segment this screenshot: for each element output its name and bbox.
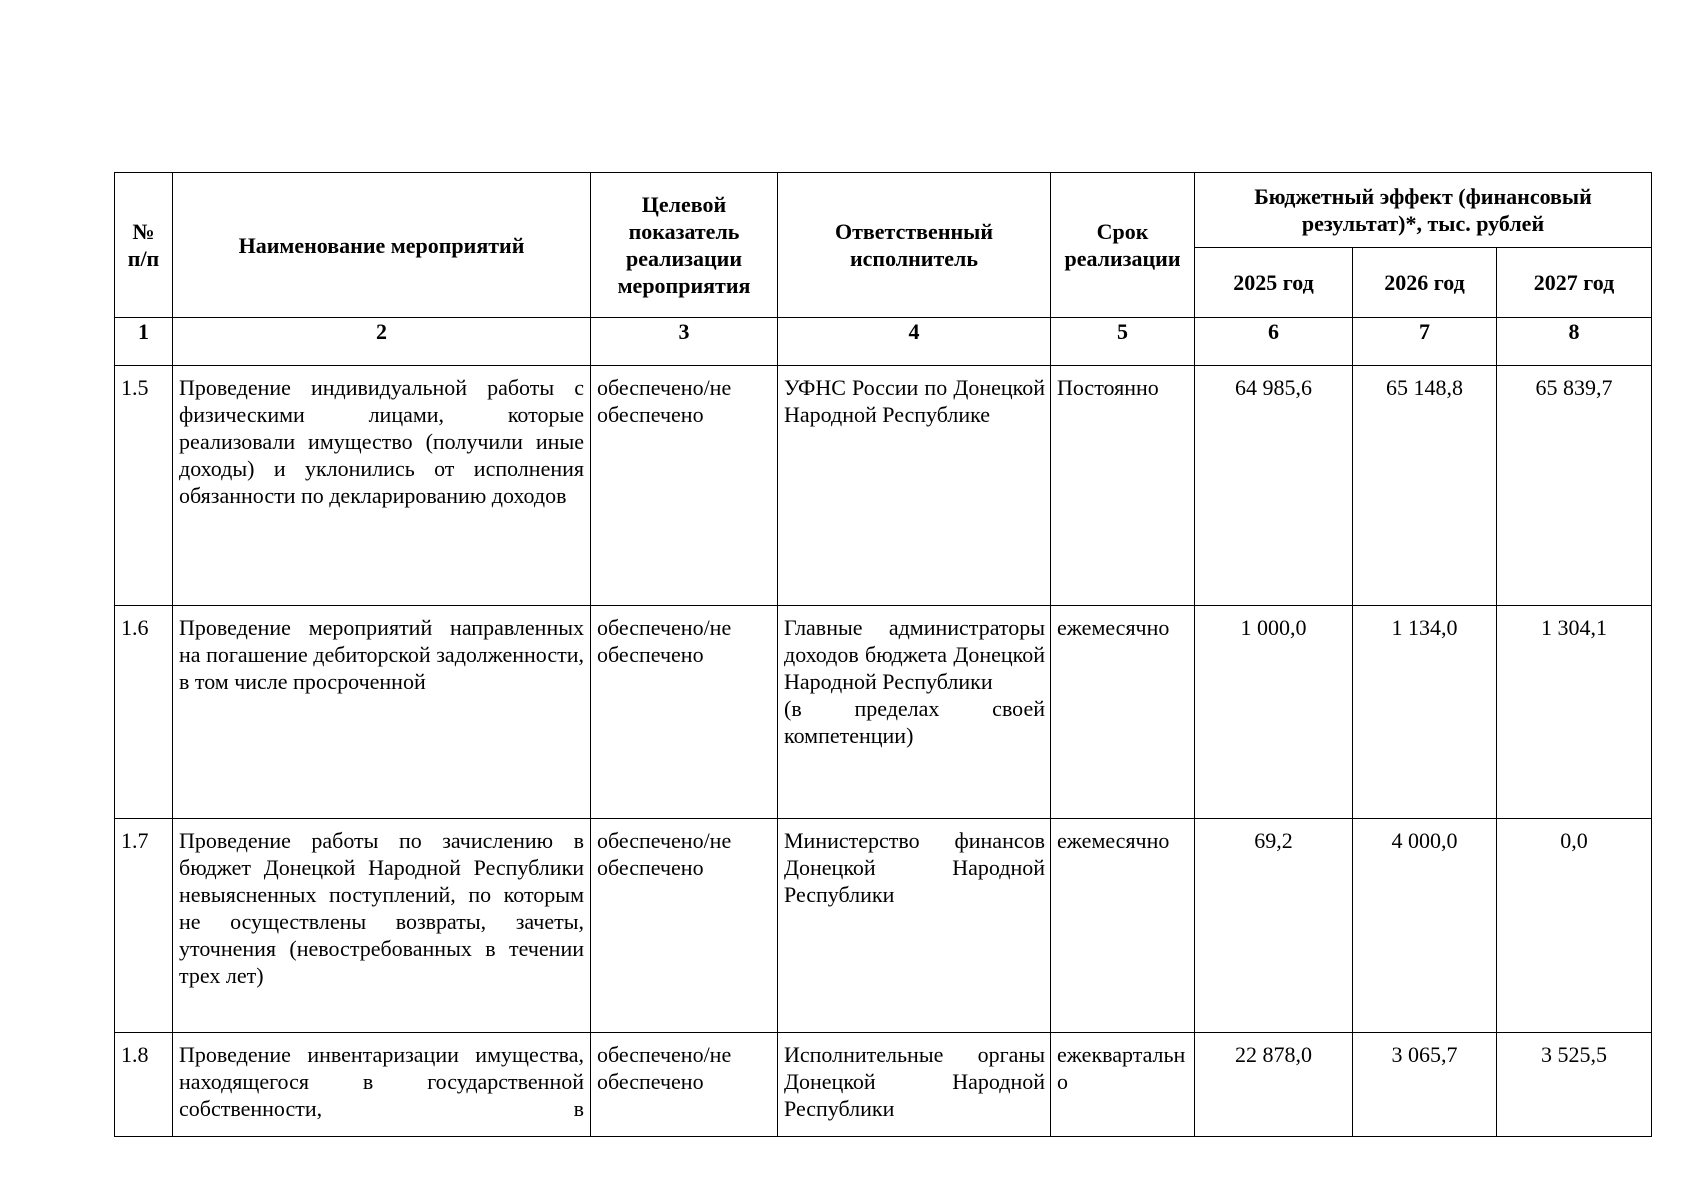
effect-2025: 64 985,6 — [1195, 366, 1353, 606]
responsible-executor: Исполнительные органы Донецкой Народной Республики — [778, 1033, 1051, 1137]
target-indicator: обеспечено/не обеспечено — [591, 819, 778, 1033]
header-budget-effect: Бюджетный эффект (финансовый результат)*, тыс. рублей — [1195, 173, 1652, 248]
target-indicator: обеспечено/не обеспечено — [591, 1033, 778, 1137]
effect-2026: 1 134,0 — [1353, 606, 1497, 819]
header-term: Срок реализации — [1051, 173, 1195, 318]
header-name: Наименование мероприятий — [173, 173, 591, 318]
header-row — [115, 173, 1652, 248]
table-row — [115, 1033, 1652, 1137]
measures-table — [114, 172, 1652, 1137]
header-year-2025: 2025 год — [1195, 248, 1353, 318]
column-number: 4 — [778, 318, 1051, 366]
target-indicator: обеспечено/не обеспечено — [591, 366, 778, 606]
column-number: 5 — [1051, 318, 1195, 366]
column-number: 1 — [115, 318, 173, 366]
table-row — [115, 606, 1652, 819]
effect-2027: 1 304,1 — [1497, 606, 1652, 819]
target-indicator: обеспечено/не обеспечено — [591, 606, 778, 819]
effect-2025: 1 000,0 — [1195, 606, 1353, 819]
effect-2026: 65 148,8 — [1353, 366, 1497, 606]
implementation-term: ежемесячно — [1051, 819, 1195, 1033]
column-number: 8 — [1497, 318, 1652, 366]
effect-2026: 3 065,7 — [1353, 1033, 1497, 1137]
effect-2027: 65 839,7 — [1497, 366, 1652, 606]
effect-2026: 4 000,0 — [1353, 819, 1497, 1033]
header-number: № п/п — [115, 173, 173, 318]
measure-name: Проведение работы по зачислению в бюджет Донецкой Народной Республики невыясненных поступлений, по которым не осуществлены возвраты, зачеты, уточнения (невостребованных в течении трех лет) — [173, 819, 591, 1033]
effect-2027: 0,0 — [1497, 819, 1652, 1033]
responsible-executor — [778, 606, 1051, 819]
effect-2027: 3 525,5 — [1497, 1033, 1652, 1137]
header-year-2026: 2026 год — [1353, 248, 1497, 318]
column-number: 6 — [1195, 318, 1353, 366]
column-number: 2 — [173, 318, 591, 366]
implementation-term: ежеквартально — [1051, 1033, 1195, 1137]
table-row — [115, 366, 1652, 606]
header-executor: Ответственный исполнитель — [778, 173, 1051, 318]
column-numbers-row — [115, 318, 1652, 366]
measure-name: Проведение инвентаризации имущества, находящегося в государственной собственности, в — [173, 1033, 591, 1137]
column-number: 7 — [1353, 318, 1497, 366]
responsible-executor: Министерство финансов Донецкой Народной Республики — [778, 819, 1051, 1033]
header-year-2027: 2027 год — [1497, 248, 1652, 318]
executor-text: Главные администраторы доходов бюджета Донецкой Народной Республики — [784, 615, 1045, 694]
responsible-executor: УФНС России по Донецкой Народной Республике — [778, 366, 1051, 606]
column-number: 3 — [591, 318, 778, 366]
table-row — [115, 819, 1652, 1033]
header-indicator: Целевой показатель реализации мероприятия — [591, 173, 778, 318]
row-number: 1.8 — [115, 1033, 173, 1137]
row-number: 1.7 — [115, 819, 173, 1033]
effect-2025: 69,2 — [1195, 819, 1353, 1033]
effect-2025: 22 878,0 — [1195, 1033, 1353, 1137]
executor-note: (в пределах своей компетенции) — [784, 696, 1045, 748]
implementation-term: Постоянно — [1051, 366, 1195, 606]
implementation-term: ежемесячно — [1051, 606, 1195, 819]
row-number: 1.5 — [115, 366, 173, 606]
measure-name: Проведение индивидуальной работы с физическими лицами, которые реализовали имущество (получили иные доходы) и уклонились от исполнения обязанности по декларированию доходов — [173, 366, 591, 606]
row-number: 1.6 — [115, 606, 173, 819]
measure-name: Проведение мероприятий направленных на погашение дебиторской задолженности, в том числе просроченной — [173, 606, 591, 819]
